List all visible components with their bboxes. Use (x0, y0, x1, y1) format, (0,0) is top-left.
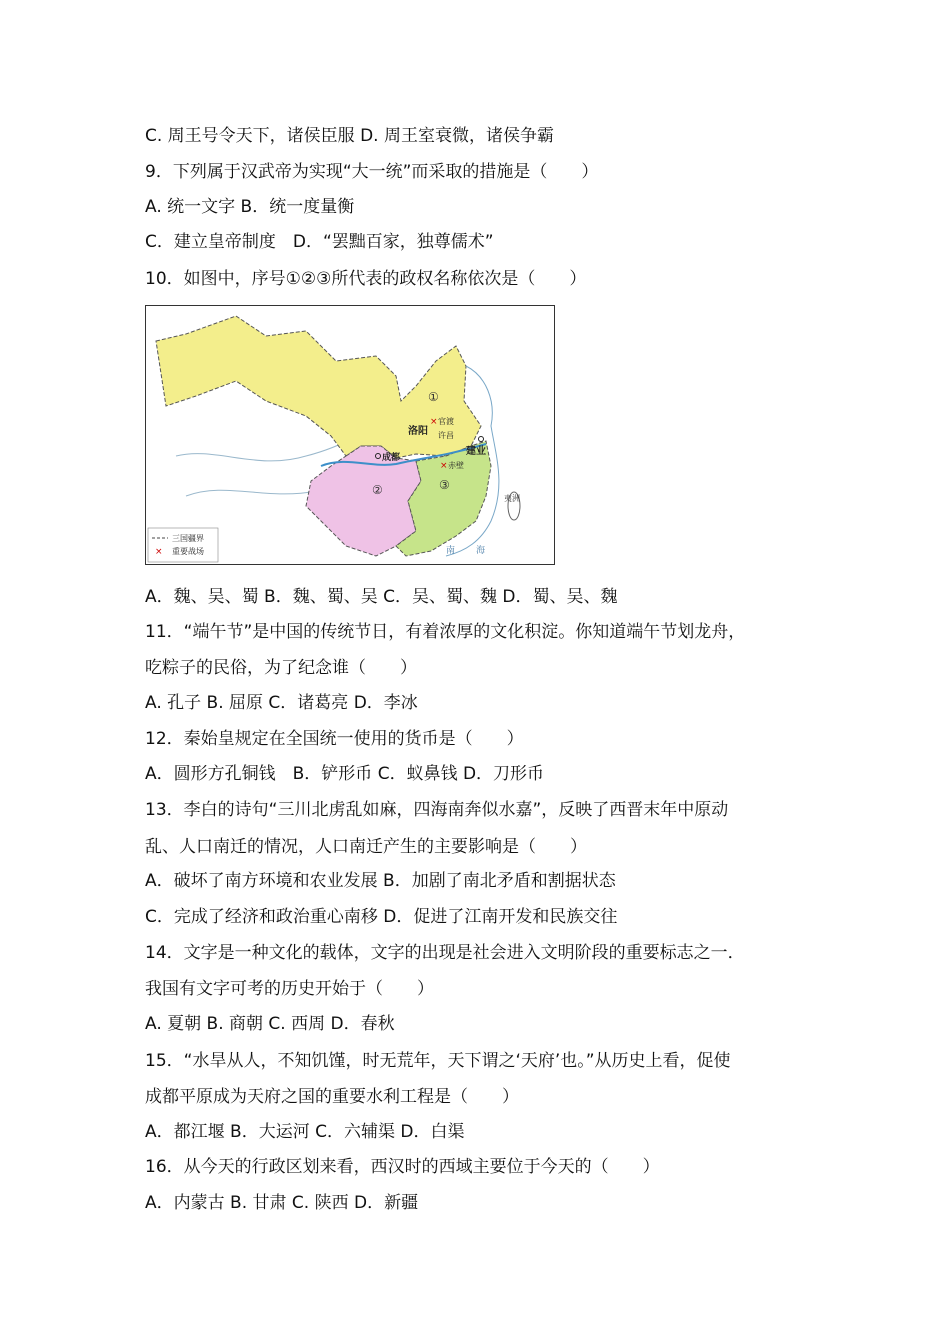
question-13-line1: 13．李白的诗句“三川北虏乱如麻，四海南奔似水嘉”，反映了西晋末年中原动 (145, 800, 729, 820)
city-jianye: 建业 (466, 446, 486, 457)
options-16: A．内蒙古 B. 甘肃 C. 陕西 D．新疆 (145, 1193, 419, 1213)
options-13-ab: A．破坏了南方环境和农业发展 B．加剧了南北矛盾和割据状态 (145, 871, 616, 891)
legend-border-label: 三国疆界 (172, 534, 204, 543)
region-wei-shape (156, 316, 481, 458)
sea-label-hai: 海 (476, 546, 486, 556)
question-15-line2: 成都平原成为天府之国的重要水利工程是（ ） (145, 1087, 519, 1107)
options-12: A．圆形方孔铜钱 B．铲形币 C．蚁鼻钱 D．刀形币 (145, 764, 545, 784)
options-9-cd: C．建立皇帝制度 D．“罢黜百家，独尊儒术” (145, 232, 494, 252)
place-chibi: 赤壁 (448, 461, 464, 470)
island-label: 夷洲 (504, 494, 520, 503)
region-1-label: ① (428, 390, 439, 404)
legend-battle-label: 重要战场 (172, 547, 204, 556)
question-13-line2: 乱、人口南迁的情况，人口南迁产生的主要影响是（ ） (145, 837, 587, 857)
question-11-line2: 吃粽子的民俗，为了纪念谁（ ） (145, 658, 417, 678)
svg-text:×: × (155, 547, 163, 557)
question-14-line1: 14．文字是一种文化的载体，文字的出现是社会进入文明阶段的重要标志之一． (145, 943, 745, 963)
options-15: A．都江堰 B．大运河 C．六辅渠 D．白渠 (145, 1122, 465, 1142)
three-kingdoms-map (145, 305, 555, 565)
options-14: A. 夏朝 B. 商朝 C. 西周 D．春秋 (145, 1014, 395, 1034)
city-luoyang: 洛阳 (408, 426, 428, 437)
region-3-label: ③ (439, 478, 450, 492)
svg-text:×: × (430, 417, 438, 427)
city-xuchang: 许昌 (438, 431, 454, 440)
city-chengdu: 成都 (382, 453, 401, 463)
options-11: A. 孔子 B. 屈原 C．诸葛亮 D．李冰 (145, 693, 418, 713)
question-14-line2: 我国有文字可考的历史开始于（ ） (145, 979, 434, 999)
region-2-label: ② (372, 483, 383, 497)
question-9: 9．下列属于汉武帝为实现“大一统”而采取的措施是（ ） (145, 162, 599, 182)
sea-label-nan: 南 (446, 546, 456, 556)
question-12: 12．秦始皇规定在全国统一使用的货币是（ ） (145, 729, 524, 749)
question-16: 16．从今天的行政区划来看，西汉时的西域主要位于今天的（ ） (145, 1157, 660, 1177)
options-9-ab: A. 统一文字 B．统一度量衡 (145, 197, 355, 217)
question-10: 10．如图中，序号①②③所代表的政权名称依次是（ ） (145, 269, 587, 289)
options-10: A．魏、吴、蜀 B．魏、蜀、吴 C．吴、蜀、魏 D．蜀、吴、魏 (145, 587, 618, 607)
options-13-cd: C．完成了经济和政治重心南移 D．促进了江南开发和民族交往 (145, 907, 618, 927)
place-guandu: 官渡 (438, 417, 454, 426)
svg-text:×: × (440, 461, 448, 471)
question-15-line1: 15．“水旱从人，不知饥馑，时无荒年，天下谓之‘天府’也。”从历史上看，促使 (145, 1051, 731, 1071)
question-11-line1: 11．“端午节”是中国的传统节日，有着浓厚的文化积淀。你知道端午节划龙舟， (145, 622, 746, 642)
option-line-8cd: C. 周王号令天下，诸侯臣服 D. 周王室衰微，诸侯争霸 (145, 126, 554, 146)
region-wu-shape (396, 441, 491, 556)
